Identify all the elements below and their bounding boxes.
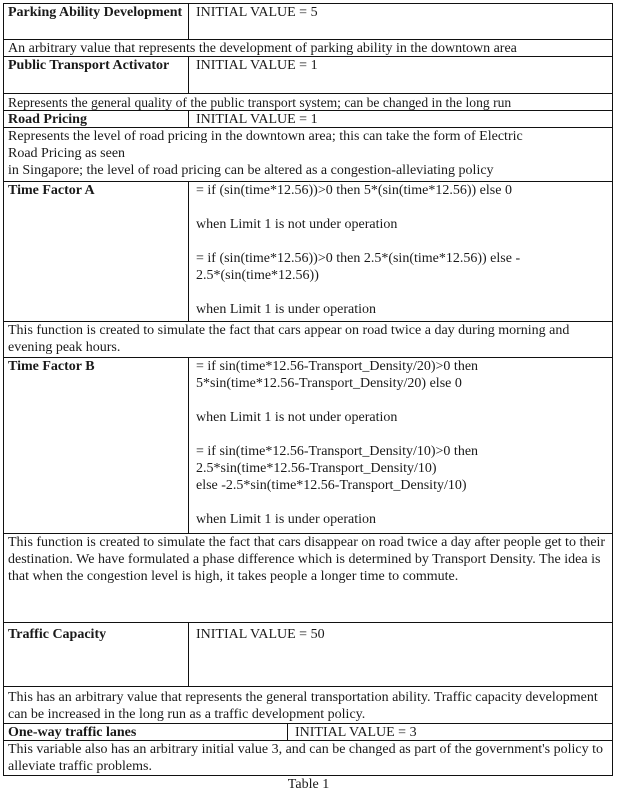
variable-value: INITIAL VALUE = 3	[295, 725, 417, 740]
table-row-parking-ability	[4, 4, 612, 40]
variable-value: INITIAL VALUE = 5	[196, 5, 318, 20]
variable-name: One-way traffic lanes	[4, 724, 288, 740]
variables-table	[3, 3, 613, 776]
table-row-description	[4, 687, 612, 724]
variable-name: Traffic Capacity	[4, 623, 189, 686]
formula-line: = if sin(time*12.56-Transport_Density/20)>0 then	[196, 359, 479, 374]
table-row-time-factor-b	[4, 358, 612, 534]
description-line: in Singapore; the level of road pricing can be altered as a congestion-alleviating policy	[8, 163, 494, 178]
table-row-time-factor-a	[4, 182, 612, 322]
variable-value: INITIAL VALUE = 50	[196, 627, 325, 642]
table-row-traffic-capacity	[4, 623, 612, 687]
description-line: Road Pricing as seen	[8, 146, 126, 161]
table-row-road-pricing	[4, 111, 612, 128]
variable-name: Public Transport Activator	[4, 57, 189, 93]
variable-description: Represents the general quality of the public transport system; can be changed in the long run	[8, 95, 512, 110]
variable-description: An arbitrary value that represents the development of parking ability in the downtown area	[8, 41, 517, 56]
variable-value: INITIAL VALUE = 1	[196, 58, 318, 73]
table-row-description	[4, 534, 612, 623]
variable-name: Time Factor A	[4, 182, 189, 321]
table-row-one-way-lanes	[4, 724, 612, 741]
formula-line: 2.5*sin(time*12.56-Transport_Density/10)	[196, 461, 437, 476]
formula-line: = if (sin(time*12.56))>0 then 2.5*(sin(time*12.56)) else -	[196, 251, 521, 266]
table-row-description	[4, 94, 612, 111]
formula-line: = if sin(time*12.56-Transport_Density/10)>0 then	[196, 444, 479, 459]
formula-line: 5*sin(time*12.56-Transport_Density/20) else 0	[196, 376, 462, 391]
table-row-description	[4, 322, 612, 358]
table-row-description	[4, 40, 612, 57]
variable-description	[4, 128, 612, 181]
formula-line: 2.5*(sin(time*12.56))	[196, 268, 319, 283]
formula-condition: when Limit 1 is not under operation	[196, 410, 398, 425]
table-caption: Table 1	[287, 777, 330, 792]
formula-condition: when Limit 1 is under operation	[196, 302, 377, 317]
table-row-public-transport	[4, 57, 612, 94]
variable-name: Time Factor B	[4, 358, 189, 533]
formula-line: else -2.5*sin(time*12.56-Transport_Density/10)	[196, 478, 467, 493]
formula-line: = if (sin(time*12.56))>0 then 5*(sin(time*12.56)) else 0	[196, 183, 512, 198]
formula-condition: when Limit 1 is not under operation	[196, 217, 398, 232]
variable-formula	[189, 358, 612, 533]
variable-formula	[189, 182, 612, 321]
formula-condition: when Limit 1 is under operation	[196, 512, 377, 527]
table-row-description	[4, 741, 612, 775]
variable-description: This function is created to simulate the fact that cars disappear on road twice a day after people get to their destination. We have formulated a phase difference which is determined by Transport Density. The idea is that when the congestion level is high, it takes people a longer time to commute.	[8, 535, 606, 584]
variable-description: This has an arbitrary value that represents the general transportation ability. Traffic capacity development can be increased in the long run as a traffic development policy.	[8, 690, 598, 722]
variable-name: Road Pricing	[4, 111, 189, 127]
variable-name: Parking Ability Development	[4, 4, 189, 39]
table-row-description	[4, 128, 612, 182]
description-line: Represents the level of road pricing in the downtown area; this can take the form of Electric	[8, 129, 523, 144]
variable-value: INITIAL VALUE = 1	[196, 112, 318, 127]
variable-description: This variable also has an arbitrary initial value 3, and can be changed as part of the government's policy to alleviate traffic problems.	[8, 742, 603, 774]
variable-description: This function is created to simulate the fact that cars appear on road twice a day during morning and evening peak hours.	[8, 323, 570, 355]
